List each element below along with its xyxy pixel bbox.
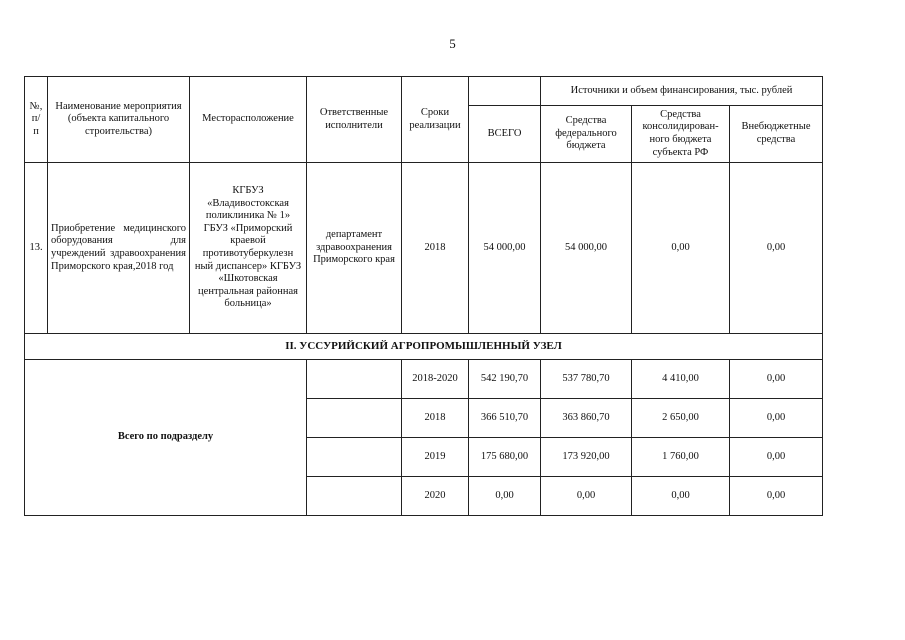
subtotal-blank xyxy=(307,399,402,438)
table-row xyxy=(25,163,823,334)
row-name: Приобретение медицинского оборудования для учреждений здравоохранения Приморского края,2018 год xyxy=(48,163,190,334)
subtotal-consolidated: 2 650,00 xyxy=(632,399,730,438)
subtotal-blank xyxy=(307,360,402,399)
header-sources: Источники и объем финансирования, тыс. рублей xyxy=(541,77,823,106)
header-federal: Средства федерального бюджета xyxy=(541,106,632,163)
header-responsible: Ответственные исполнители xyxy=(307,77,402,163)
header-row-1 xyxy=(25,77,823,106)
subtotal-term: 2018-2020 xyxy=(402,360,469,399)
table-row xyxy=(25,360,823,399)
subtotal-label: Всего по подразделу xyxy=(25,360,307,516)
subtotal-total: 0,00 xyxy=(469,477,541,516)
subtotal-federal: 363 860,70 xyxy=(541,399,632,438)
subtotal-total: 542 190,70 xyxy=(469,360,541,399)
row-consolidated: 0,00 xyxy=(632,163,730,334)
row-responsible: департамент здравоохранения Приморского края xyxy=(307,163,402,334)
row-federal: 54 000,00 xyxy=(541,163,632,334)
row-num: 13. xyxy=(25,163,48,334)
row-total: 54 000,00 xyxy=(469,163,541,334)
subtotal-consolidated: 0,00 xyxy=(632,477,730,516)
subtotal-extrabudget: 0,00 xyxy=(730,438,823,477)
header-name: Наименование мероприятия (объекта капитального строительства) xyxy=(48,77,190,163)
subtotal-extrabudget: 0,00 xyxy=(730,360,823,399)
section-row xyxy=(25,334,823,360)
subtotal-federal: 0,00 xyxy=(541,477,632,516)
header-num: №, п/ п xyxy=(25,77,48,163)
subtotal-federal: 537 780,70 xyxy=(541,360,632,399)
header-blank xyxy=(469,77,541,106)
row-extrabudget: 0,00 xyxy=(730,163,823,334)
subtotal-blank xyxy=(307,438,402,477)
subtotal-total: 175 680,00 xyxy=(469,438,541,477)
subtotal-federal: 173 920,00 xyxy=(541,438,632,477)
subtotal-term: 2018 xyxy=(402,399,469,438)
row-term: 2018 xyxy=(402,163,469,334)
subtotal-consolidated: 1 760,00 xyxy=(632,438,730,477)
financing-table xyxy=(24,76,823,516)
subtotal-term: 2019 xyxy=(402,438,469,477)
subtotal-blank xyxy=(307,477,402,516)
header-total: ВСЕГО xyxy=(469,106,541,163)
section-title: II. УССУРИЙСКИЙ АГРОПРОМЫШЛЕННЫЙ УЗЕЛ xyxy=(25,334,823,360)
header-extrabudget: Внебюджетные средства xyxy=(730,106,823,163)
subtotal-term: 2020 xyxy=(402,477,469,516)
page-number: 5 xyxy=(449,36,456,51)
subtotal-extrabudget: 0,00 xyxy=(730,399,823,438)
subtotal-extrabudget: 0,00 xyxy=(730,477,823,516)
subtotal-total: 366 510,70 xyxy=(469,399,541,438)
row-location: КГБУЗ «Владивостокская поликлиника № 1» ГБУЗ «Приморский краевой противотуберкулезн ный диспансер» КГБУЗ «Шкотовская центральная районная больница» xyxy=(190,163,307,334)
header-terms: Сроки реализации xyxy=(402,77,469,163)
header-location: Месторасположение xyxy=(190,77,307,163)
subtotal-consolidated: 4 410,00 xyxy=(632,360,730,399)
header-consolidated: Средства консолидирован-ного бюджета субъекта РФ xyxy=(632,106,730,163)
